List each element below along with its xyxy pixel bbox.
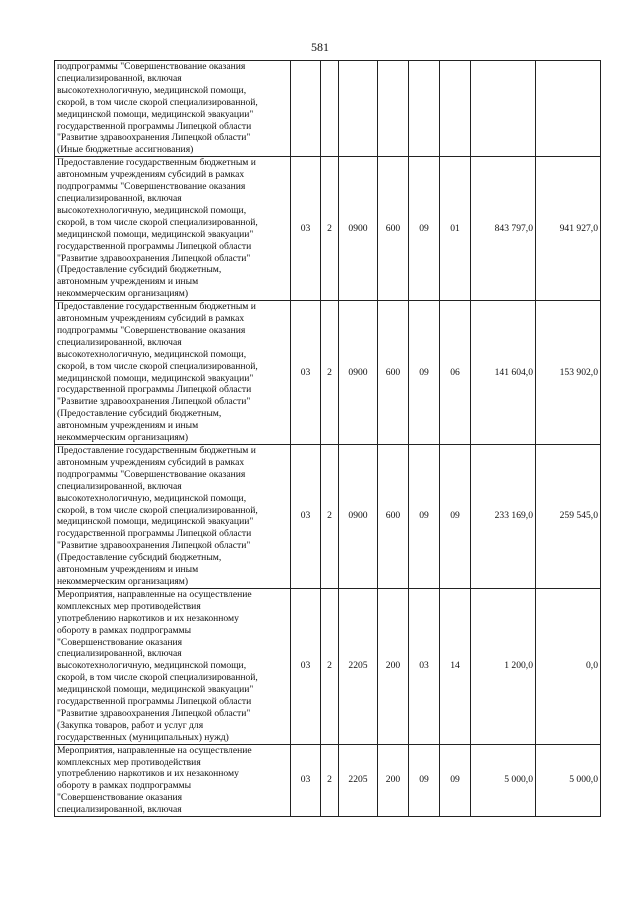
- section: 09: [409, 744, 440, 816]
- code-item: 2205: [339, 588, 378, 744]
- code-subprogram: 2: [321, 744, 339, 816]
- table-row: [55, 157, 601, 301]
- expense-type: [378, 61, 409, 157]
- amount-year-2: 5 000,0: [536, 744, 601, 816]
- code-program: 03: [291, 588, 321, 744]
- expense-type: 600: [378, 301, 409, 445]
- expense-type: 600: [378, 157, 409, 301]
- table-row: [55, 744, 601, 816]
- amount-year-1: 141 604,0: [471, 301, 536, 445]
- table-row: [55, 61, 601, 157]
- code-program: 03: [291, 157, 321, 301]
- code-item: 0900: [339, 445, 378, 589]
- row-description: Предоставление государственным бюджетным и автономным учреждениям субсидий в рамках подпрограммы "Совершенствование оказания специализированной, включая высокотехнологичную, медицинской помощи, скорой, в том числе скорой специализированной, медицинской помощи, медицинской эвакуации" государственной программы Липецкой области "Развитие здравоохранения Липецкой области" (Предоставление субсидий бюджетным, автономным учреждениям и иным некоммерческим организациям): [55, 157, 291, 301]
- code-item: [339, 61, 378, 157]
- table-row: [55, 301, 601, 445]
- subsection: 09: [440, 445, 471, 589]
- amount-year-2: 259 545,0: [536, 445, 601, 589]
- expense-type: 600: [378, 445, 409, 589]
- section: 09: [409, 445, 440, 589]
- code-program: 03: [291, 445, 321, 589]
- amount-year-1: 843 797,0: [471, 157, 536, 301]
- code-program: 03: [291, 744, 321, 816]
- code-subprogram: 2: [321, 445, 339, 589]
- expense-type: 200: [378, 744, 409, 816]
- amount-year-1: 233 169,0: [471, 445, 536, 589]
- row-description: Мероприятия, направленные на осуществление комплексных мер противодействия употреблению наркотиков и их незаконному обороту в рамках подпрограммы "Совершенствование оказания специализированной, включая высокотехнологичную, медицинской помощи, скорой, в том числе скорой специализированной, медицинской помощи, медицинской эвакуации" государственной программы Липецкой области "Развитие здравоохранения Липецкой области" (Закупка товаров, работ и услуг для государственных (муниципальных) нужд): [55, 588, 291, 744]
- code-subprogram: [321, 61, 339, 157]
- page-number: 581: [311, 40, 329, 54]
- row-description: подпрограммы "Совершенствование оказания специализированной, включая высокотехнологичную, медицинской помощи, скорой, в том числе скорой специализированной, медицинской помощи, медицинской эвакуации" государственной программы Липецкой области "Развитие здравоохранения Липецкой области" (Иные бюджетные ассигнования): [55, 61, 291, 157]
- code-subprogram: 2: [321, 157, 339, 301]
- section: 03: [409, 588, 440, 744]
- amount-year-2: 153 902,0: [536, 301, 601, 445]
- row-description: Предоставление государственным бюджетным и автономным учреждениям субсидий в рамках подпрограммы "Совершенствование оказания специализированной, включая высокотехнологичную, медицинской помощи, скорой, в том числе скорой специализированной, медицинской помощи, медицинской эвакуации" государственной программы Липецкой области "Развитие здравоохранения Липецкой области" (Предоставление субсидий бюджетным, автономным учреждениям и иным некоммерческим организациям): [55, 445, 291, 589]
- amount-year-1: [471, 61, 536, 157]
- code-program: [291, 61, 321, 157]
- subsection: 14: [440, 588, 471, 744]
- table-row: [55, 588, 601, 744]
- code-subprogram: 2: [321, 301, 339, 445]
- subsection: 09: [440, 744, 471, 816]
- row-description: Мероприятия, направленные на осуществление комплексных мер противодействия употреблению наркотиков и их незаконному обороту в рамках подпрограммы "Совершенствование оказания специализированной, включая: [55, 744, 291, 816]
- section: 09: [409, 157, 440, 301]
- amount-year-2: 941 927,0: [536, 157, 601, 301]
- code-program: 03: [291, 301, 321, 445]
- amount-year-2: 0,0: [536, 588, 601, 744]
- code-item: 2205: [339, 744, 378, 816]
- code-item: 0900: [339, 301, 378, 445]
- code-item: 0900: [339, 157, 378, 301]
- expense-type: 200: [378, 588, 409, 744]
- amount-year-2: [536, 61, 601, 157]
- section: [409, 61, 440, 157]
- subsection: 01: [440, 157, 471, 301]
- subsection: 06: [440, 301, 471, 445]
- row-description: Предоставление государственным бюджетным и автономным учреждениям субсидий в рамках подпрограммы "Совершенствование оказания специализированной, включая высокотехнологичную, медицинской помощи, скорой, в том числе скорой специализированной, медицинской помощи, медицинской эвакуации" государственной программы Липецкой области "Развитие здравоохранения Липецкой области" (Предоставление субсидий бюджетным, автономным учреждениям и иным некоммерческим организациям): [55, 301, 291, 445]
- code-subprogram: 2: [321, 588, 339, 744]
- table-row: [55, 445, 601, 589]
- amount-year-1: 5 000,0: [471, 744, 536, 816]
- subsection: [440, 61, 471, 157]
- table-body: [55, 61, 601, 817]
- section: 09: [409, 301, 440, 445]
- amount-year-1: 1 200,0: [471, 588, 536, 744]
- budget-table: [54, 60, 601, 817]
